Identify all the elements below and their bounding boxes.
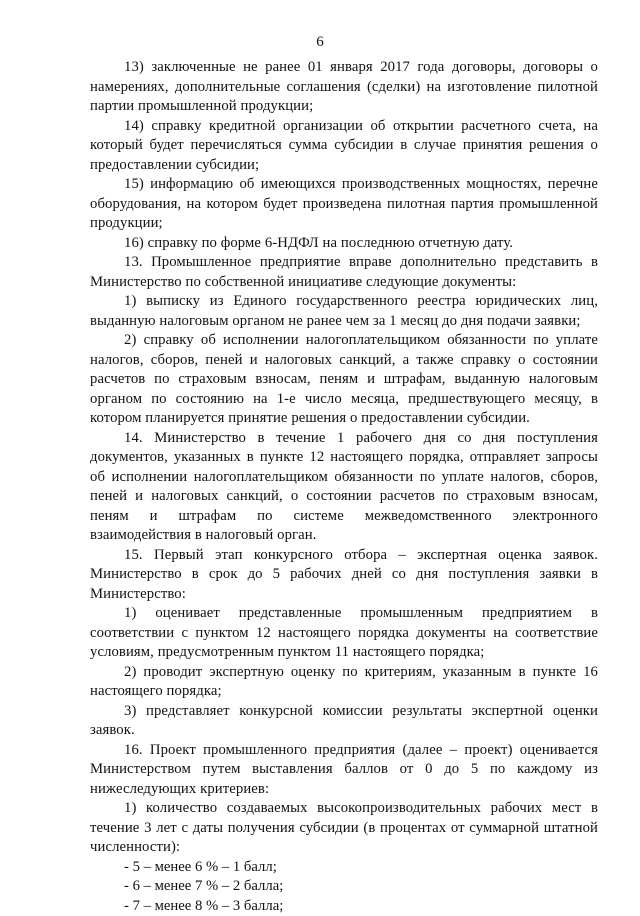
page-number: 6 — [0, 33, 640, 51]
score-bullet: - 6 – менее 7 % – 2 балла; — [90, 877, 598, 897]
paragraph-item-15: 15) информацию об имеющихся производственных мощностях, перечне оборудования, на котором будет произведена пилотная партия промышленной продукции; — [90, 175, 598, 234]
score-bullet: - 7 – менее 8 % – 3 балла; — [90, 897, 598, 916]
paragraph-clause-15-item-1: 1) оценивает представленные промышленным предприятием в соответствии с пунктом 12 настоящего порядка документы на соответствие условиям, предусмотренным пунктом 11 настоящего порядка; — [90, 604, 598, 663]
paragraph-clause-13: 13. Промышленное предприятие вправе дополнительно представить в Министерство по собственной инициативе следующие документы: — [90, 253, 598, 292]
paragraph-clause-15-item-2: 2) проводит экспертную оценку по критериям, указанным в пункте 16 настоящего порядка; — [90, 663, 598, 702]
paragraph-clause-14: 14. Министерство в течение 1 рабочего дня со дня поступления документов, указанных в пункте 12 настоящего порядка, отправляет запросы об исполнении налогоплательщиком обязанности по уплате налогов, сборов, пеней и налоговых санкций, о состоянии расчетов по страховым взносам, пеням и штрафам по системе межведомственного электронного взаимодействия в налоговый орган. — [90, 429, 598, 546]
document-body — [90, 58, 598, 916]
paragraph-clause-15: 15. Первый этап конкурсного отбора – экспертная оценка заявок. Министерство в срок до 5 рабочих дней со дня поступления заявки в Министерство: — [90, 546, 598, 605]
paragraph-item-14: 14) справку кредитной организации об открытии расчетного счета, на который будет перечисляться сумма субсидии в случае принятия решения о предоставлении субсидии; — [90, 117, 598, 176]
paragraph-clause-15-item-3: 3) представляет конкурсной комиссии результаты экспертной оценки заявок. — [90, 702, 598, 741]
score-bullet: - 5 – менее 6 % – 1 балл; — [90, 858, 598, 878]
paragraph-item-16: 16) справку по форме 6-НДФЛ на последнюю отчетную дату. — [90, 234, 598, 254]
paragraph-clause-16: 16. Проект промышленного предприятия (далее – проект) оценивается Министерством путем выставления баллов от 0 до 5 по каждому из нижеследующих критериев: — [90, 741, 598, 800]
paragraph-clause-13-item-2: 2) справку об исполнении налогоплательщиком обязанности по уплате налогов, сборов, пеней и налоговых санкций, а также справку о состоянии расчетов по страховым взносам, пеням и штрафам, выданную налоговым органом по состоянию на 1-е число месяца, предшествующего месяцу, в котором планируется принятие решения о предоставлении субсидии. — [90, 331, 598, 429]
paragraph-item-13: 13) заключенные не ранее 01 января 2017 года договоры, договоры о намерениях, дополнительные соглашения (сделки) на изготовление пилотной партии промышленной продукции; — [90, 58, 598, 117]
paragraph-clause-13-item-1: 1) выписку из Единого государственного реестра юридических лиц, выданную налоговым органом не ранее чем за 1 месяц до дня подачи заявки; — [90, 292, 598, 331]
paragraph-clause-16-item-1: 1) количество создаваемых высокопроизводительных рабочих мест в течение 3 лет с даты получения субсидии (в процентах от суммарной штатной численности): — [90, 799, 598, 858]
